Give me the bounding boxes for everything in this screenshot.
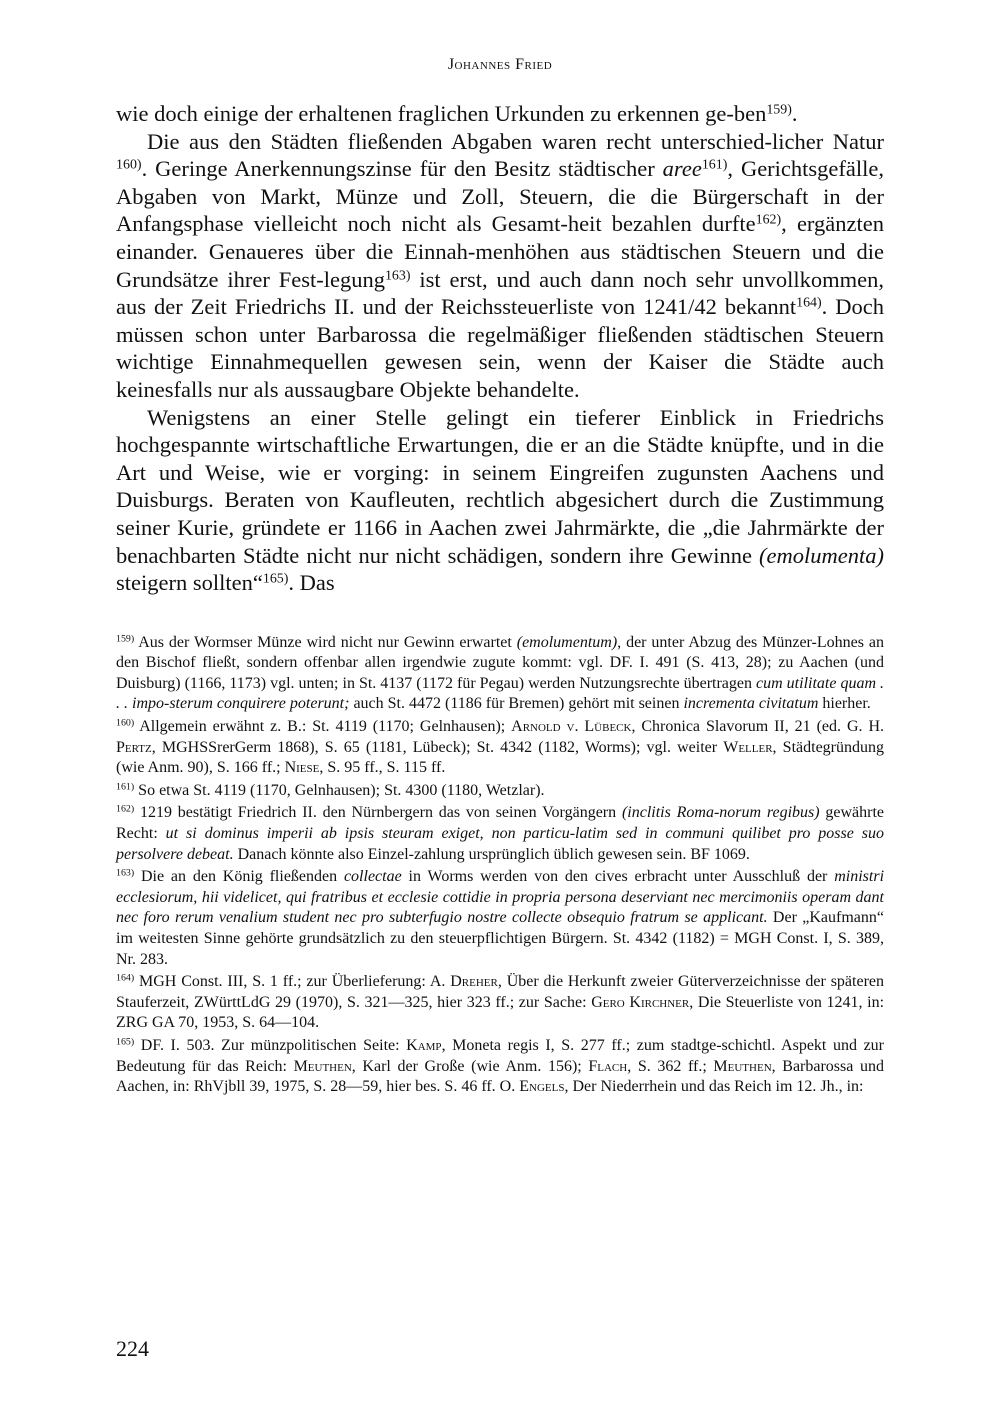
text-run: , Städtegründung (wie Anm. 90), S. 166 ff.; <box>116 738 884 777</box>
text-run: Allgemein erwähnt z. B.: St. 4119 (1170; Gelnhausen); <box>134 718 512 736</box>
text-run: Die an den König fließenden <box>134 868 344 886</box>
author-name: Meuthen <box>293 1057 352 1075</box>
footnote-marker: 165) <box>262 571 289 587</box>
text-run: , Über die Herkunft zweier Güterverzeichnisse der späteren Stauferzeit, ZWürttLdG 29 (1970), S. 321—325, hier 323 ff.; zur Sache: <box>116 973 885 1011</box>
author-name: Meuthen <box>713 1057 772 1075</box>
author-name: Pertz <box>116 738 152 756</box>
text-run: , Gerichtsgefälle, Abgaben von Markt, Münze und Zoll, Steuern, die die Bürgerschaft in der Anfangsphase vielleicht noch nicht als Gesamt-heit bezahlen durfte <box>116 156 884 237</box>
footnote-marker: 163) <box>116 867 135 879</box>
footnote-marker: 159) <box>116 633 135 645</box>
italic-run: cum utilitate quam . . . impo-sterum conquirere poterunt; <box>116 674 884 713</box>
text-run: wie doch einige der erhaltenen fraglichen Urkunden zu erkennen ge-ben <box>116 101 767 126</box>
footnote-marker: 164) <box>796 295 822 311</box>
text-run: , Chronica Slavorum II, 21 (ed. G. H. <box>631 718 884 736</box>
footnote-marker: 163) <box>384 267 411 283</box>
footnote-161 <box>116 781 884 802</box>
footnote-162 <box>116 803 884 865</box>
italic-run: ministri ecclesiorum, hii videlicet, qui fratribus et ecclesie cottidie in propria persona deserviant nec mercimoniis operam dant nec foro rerum venalium student nec pro subterfugio nostre collecte obsequio fratrum se applicant. <box>116 868 885 927</box>
author-name: Engels <box>519 1078 565 1096</box>
italic-run: aree <box>662 156 702 182</box>
paragraph <box>116 100 884 128</box>
text-run: , Karl der Große (wie Anm. 156); <box>351 1057 589 1075</box>
text-run: in Worms werden von den cives erbracht unter Ausschluß der <box>401 868 835 886</box>
italic-run: (emolumentum), <box>516 633 622 651</box>
italic-run: collectae <box>343 868 402 886</box>
text-run: ist erst, und auch dann noch sehr unvollkommen, aus der Zeit Friedrichs II. und der Reichssteuerliste von 1241/42 bekannt <box>116 266 885 320</box>
text-run: , MGHSSrerGerm 1868), S. 65 (1181, Lübeck); St. 4342 (1182, Worms); vgl. weiter <box>151 738 724 756</box>
main-text <box>116 100 884 597</box>
text-run: So etwa St. 4119 (1170, Gelnhausen); St. 4300 (1180, Wetzlar). <box>134 781 545 799</box>
text-run: steigern sollten“ <box>116 570 263 596</box>
text-run: Der „Kaufmann“ im weitesten Sinne gehörte grundsätzlich zu den steuerpflichtigen Bürgern. St. 4342 (1182) = MGH Const. I, S. 389, Nr. 283. <box>116 909 885 968</box>
footnote-marker: 161) <box>116 781 135 793</box>
footnote-163 <box>116 867 884 970</box>
page-number: 224 <box>116 1336 149 1361</box>
text-run: , S. 362 ff.; <box>627 1057 714 1075</box>
text-run: , Die Steuerliste von 1241, in: ZRG GA 70, 1953, S. 64—104. <box>116 993 885 1032</box>
text-run: . Das <box>288 570 335 596</box>
footnote-marker: 162) <box>755 212 782 228</box>
text-run: , Barbarossa und Aachen, in: RhVjbll 39, 1975, S. 28—59, hier bes. S. 46 ff. O. <box>116 1057 884 1096</box>
footnote-marker: 162) <box>116 803 135 815</box>
footnote-marker: 160) <box>116 157 142 173</box>
text-run: Die aus den Städten fließenden Abgaben waren recht unterschied-licher Natur <box>147 128 884 154</box>
running-head: Johannes Fried <box>447 56 553 73</box>
footnote-159 <box>116 633 884 715</box>
text-run: hierher. <box>818 695 871 713</box>
text-run: . Doch müssen schon unter Barbarossa die regelmäßiger fließenden städtischen Steuern wichtige Einnahmequellen gewesen sein, wenn der Kaiser die Städte auch keinesfalls nur als aussaugbare Objekte behandelte. <box>116 294 884 402</box>
footnote-160 <box>116 717 884 779</box>
footnote-164 <box>116 972 884 1034</box>
author-name: Dreher <box>450 973 498 991</box>
text-run: MGH Const. III, S. 1 ff.; zur Überlieferung: A. <box>134 973 451 991</box>
italic-run: incrementa civitatum <box>683 695 819 713</box>
footnote-marker: 160) <box>116 717 135 729</box>
text-run: . <box>791 101 798 126</box>
footnote-marker: 165) <box>116 1036 135 1048</box>
footnote-165 <box>116 1036 884 1098</box>
author-name: Flach <box>588 1057 628 1075</box>
text-run: der unter Abzug des Münzer-Lohnes an den Bischof fließt, sondern offenbar allen irgendwie zugute kommt: vgl. DF. I. 491 (S. 413, 28); zu Aachen (und Duisburg) (1166, 1173) vgl. unten; in St. 4137 (1172 für Pegau) werden Nutzungsrechte übertragen <box>116 633 885 692</box>
author-name: Arnold v. Lübeck <box>511 718 632 736</box>
text-run: , Moneta regis I, S. 277 ff.; zum stadtge-schichtl. Aspekt und zur Bedeutung für das Reich: <box>116 1036 884 1075</box>
italic-run: (inclitis Roma-norum regibus) <box>621 804 820 822</box>
text-run: Danach könnte also Einzel-zahlung ursprünglich üblich gewesen sein. BF 1069. <box>233 845 750 863</box>
paragraph <box>116 128 884 404</box>
text-run: , S. 95 ff., S. 115 ff. <box>319 759 446 777</box>
footnote-marker: 161) <box>701 157 728 173</box>
text-run: auch St. 4472 (1186 für Bremen) gehört mit seinen <box>349 695 684 713</box>
text-run: Wenigstens an einer Stelle gelingt ein tieferer Einblick in Friedrichs hochgespannte wirtschaftliche Erwartungen, die er an die Städte knüpfte, und in die Art und Weise, wie er vorging: in seinem Eingreifen zugunsten Aachens und Duisburgs. Beraten von Kaufleuten, rechtlich abgesichert durch die Zustimmung seiner Kurie, gründete er 1166 in Aachen zwei Jahrmärkte, die „die Jahrmärkte der benachbarten Städte nicht nur nicht schädigen, sondern ihre Gewinne <box>116 404 884 568</box>
italic-run: ut si dominus imperii ab ipsis steuram exiget, non particu-latim sed in communi quilibet pro posse suo persolvere debeat. <box>116 825 884 863</box>
author-name: Niese <box>284 759 320 777</box>
text-run: . Geringe Anerkennungszinse für den Besitz städtischer <box>141 156 663 182</box>
author-name: Weller <box>723 738 773 756</box>
author-name: Kamp <box>406 1036 442 1054</box>
page <box>116 56 884 1100</box>
text-run: gewährte Recht: <box>116 804 885 843</box>
text-run: , Der Niederrhein und das Reich im 12. Jh., in: <box>564 1078 864 1096</box>
author-name: Gero Kirchner <box>591 993 690 1011</box>
italic-run: (emolumenta) <box>759 542 884 568</box>
text-run: Aus der Wormser Münze wird nicht nur Gewinn erwartet <box>134 633 517 651</box>
paragraph <box>116 404 884 597</box>
text-run: 1219 bestätigt Friedrich II. den Nürnbergern das von seinen Vorgängern <box>134 804 622 822</box>
footnote-marker: 164) <box>116 972 135 984</box>
footnote-marker: 159) <box>766 102 792 118</box>
text-run: DF. I. 503. Zur münzpolitischen Seite: <box>134 1036 407 1054</box>
text-run: , ergänzten einander. Genaueres über die Einnah-menhöhen aus städtischen Steuern und die Grundsätze ihrer Fest-legung <box>116 211 884 292</box>
footnotes <box>116 633 884 1098</box>
